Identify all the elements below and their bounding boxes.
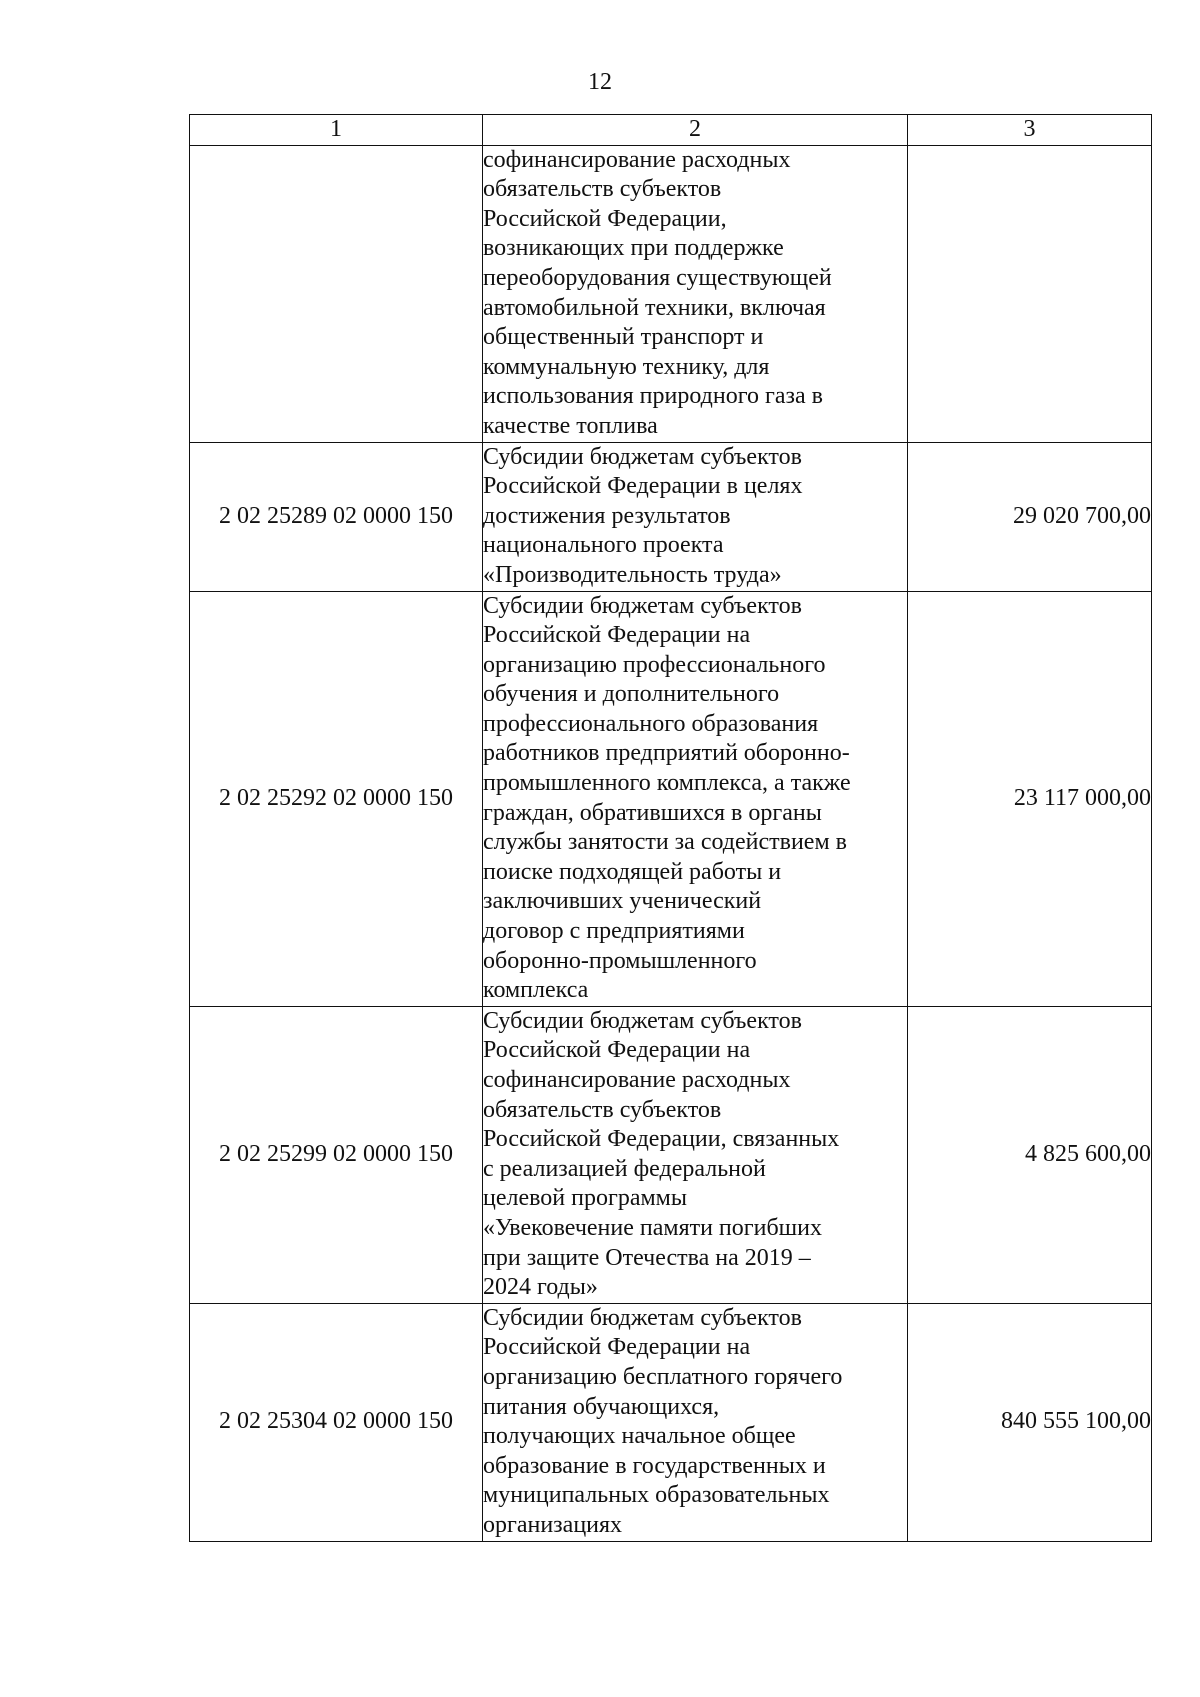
description-line: коммунальную технику, для (483, 353, 770, 380)
description-line: оборонно-промышленного (483, 947, 757, 974)
column-header-3: 3 (908, 115, 1152, 146)
description-line: муниципальных образовательных (483, 1482, 830, 1509)
description-line: профессионального образования (483, 710, 819, 737)
description-line: поиске подходящей работы и (483, 858, 782, 885)
income-code-cell: 2 02 25304 02 0000 150 (190, 1303, 483, 1541)
description-line: Субсидии бюджетам субъектов (483, 443, 802, 470)
income-code-cell: 2 02 25289 02 0000 150 (190, 442, 483, 591)
description-line: Российской Федерации в целях (483, 473, 803, 500)
table-row (190, 591, 1152, 1006)
description-line: переоборудования существующей (483, 264, 832, 291)
description-line: работников предприятий оборонно- (483, 740, 850, 767)
description-line: промышленного комплекса, а также (483, 770, 851, 797)
description-line: Российской Федерации, связанных (483, 1126, 840, 1153)
description-line: Субсидии бюджетам субъектов (483, 1304, 802, 1331)
description-line: заключивших ученический (483, 888, 762, 915)
income-code-cell: 2 02 25292 02 0000 150 (190, 591, 483, 1006)
description-line: «Производительность труда» (483, 561, 782, 588)
description-line: софинансирование расходных (483, 146, 791, 173)
amount-cell: 4 825 600,00 (908, 1006, 1152, 1303)
description-line: использования природного газа в (483, 383, 823, 410)
description-line: общественный транспорт и (483, 324, 764, 351)
income-description-cell (483, 1006, 908, 1303)
description-line: организацию профессионального (483, 651, 826, 678)
description-line: договор с предприятиями (483, 918, 745, 945)
income-description-cell (483, 145, 908, 442)
table-row (190, 1006, 1152, 1303)
description-line: автомобильной техники, включая (483, 294, 826, 321)
description-line: национального проекта (483, 532, 724, 559)
income-description-cell (483, 591, 908, 1006)
description-line: Российской Федерации, (483, 205, 727, 232)
column-header-2: 2 (483, 115, 908, 146)
description-line: организацию бесплатного горячего (483, 1363, 843, 1390)
description-line: возникающих при поддержке (483, 235, 784, 262)
table-row (190, 1303, 1152, 1541)
amount-cell (908, 145, 1152, 442)
description-line: обязательств субъектов (483, 1096, 722, 1123)
description-line: софинансирование расходных (483, 1067, 791, 1093)
description-line: «Увековечение памяти погибших (483, 1214, 822, 1241)
description-line: комплекса (483, 977, 589, 1004)
description-line: с реализацией федеральной (483, 1155, 766, 1182)
description-line: достижения результатов (483, 502, 731, 529)
amount-cell: 29 020 700,00 (908, 442, 1152, 591)
description-line: обязательств субъектов (483, 176, 722, 203)
description-line: Российской Федерации на (483, 1334, 751, 1361)
column-header-1: 1 (190, 115, 483, 146)
description-line: обучения и дополнительного (483, 681, 780, 708)
description-line: Субсидии бюджетам субъектов (483, 1007, 802, 1034)
description-line: Субсидии бюджетам субъектов (483, 592, 802, 619)
table-row (190, 442, 1152, 591)
income-description-cell (483, 1303, 908, 1541)
description-line: граждан, обратившихся в органы (483, 799, 822, 826)
income-code-cell (190, 145, 483, 442)
description-line: организациях (483, 1511, 623, 1538)
amount-cell: 23 117 000,00 (908, 591, 1152, 1006)
description-line: получающих начальное общее (483, 1423, 796, 1450)
table-body (190, 145, 1152, 1541)
description-line: целевой программы (483, 1185, 687, 1212)
amount-cell: 840 555 100,00 (908, 1303, 1152, 1541)
page-number: 12 (588, 69, 612, 95)
description-line: службы занятости за содействием в (483, 829, 847, 856)
description-line: качестве топлива (483, 412, 658, 439)
description-line: при защите Отечества на 2019 – (483, 1244, 811, 1271)
description-line: Российской Федерации на (483, 1037, 751, 1064)
description-line: питания обучающихся, (483, 1393, 720, 1420)
description-line: 2024 годы» (483, 1274, 598, 1301)
table-row (190, 145, 1152, 442)
income-description-cell (483, 442, 908, 591)
description-line: образование в государственных и (483, 1452, 826, 1479)
income-code-cell: 2 02 25299 02 0000 150 (190, 1006, 483, 1303)
description-line: Российской Федерации на (483, 622, 751, 649)
budget-revenue-table (189, 114, 1152, 1542)
column-number-header-row (190, 115, 1152, 146)
